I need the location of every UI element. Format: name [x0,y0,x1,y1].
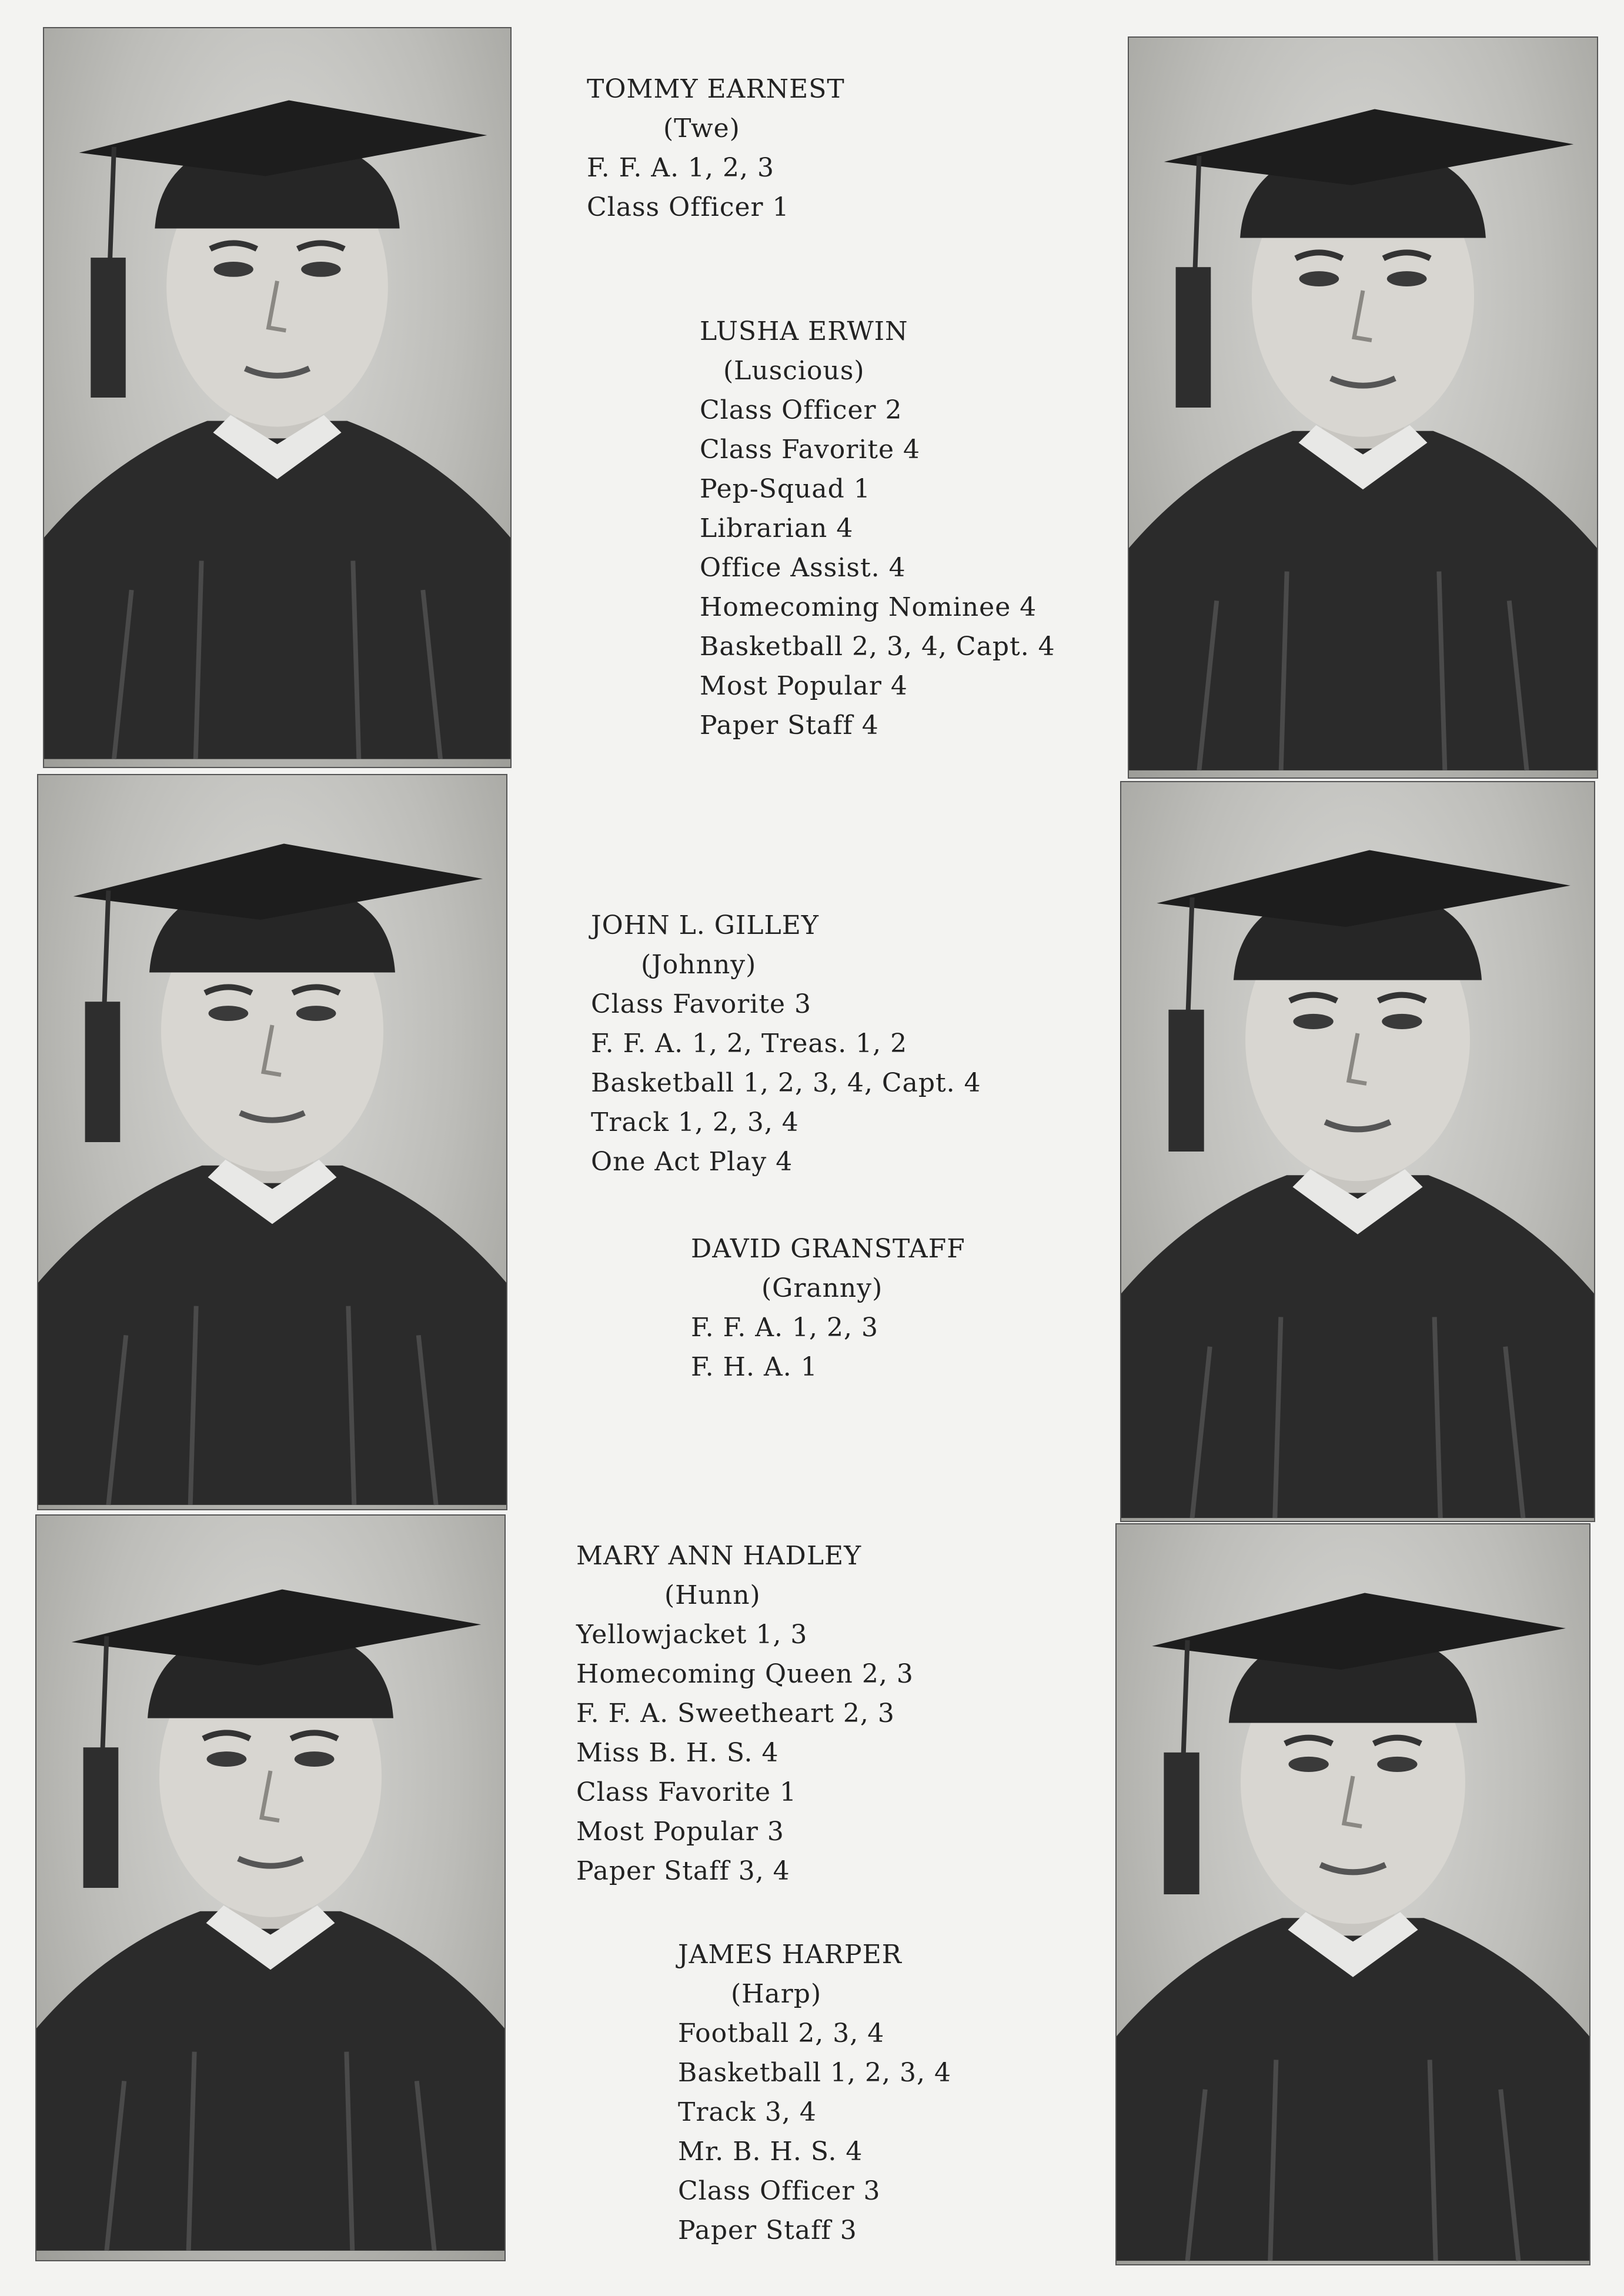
portrait-image [1129,38,1597,777]
student-name: TOMMY EARNEST [587,74,845,104]
student-name: MARY ANN HADLEY [576,1541,862,1571]
student-nickname: (Twe) [663,114,740,144]
activity: Basketball 1, 2, 3, 4, Capt. 4 [591,1068,981,1098]
bio-james-harper [678,1935,951,2250]
activity: Class Officer 2 [700,395,903,425]
activity: F. F. A. 1, 2, Treas. 1, 2 [591,1029,908,1059]
activity: Track 1, 2, 3, 4 [591,1107,799,1137]
activity: Office Assist. 4 [700,553,906,583]
activity: Yellowjacket 1, 3 [576,1620,808,1650]
bio-mary-ann-hadley [576,1536,914,1891]
photo-mary-ann-hadley [35,1514,506,2261]
student-name: JOHN L. GILLEY [591,910,819,940]
activity: Librarian 4 [700,513,854,543]
activity: Class Favorite 4 [700,435,921,465]
portrait-image [1121,782,1594,1521]
activity: Basketball 2, 3, 4, Capt. 4 [700,632,1055,662]
activity: F. F. A. Sweetheart 2, 3 [576,1698,895,1728]
activity: Paper Staff 3, 4 [576,1856,790,1886]
photo-tommy-earnest [43,27,512,768]
bio-tommy-earnest [587,69,845,227]
portrait-image [36,1516,504,2260]
activity: One Act Play 4 [591,1147,793,1177]
student-nickname: (Luscious) [723,356,865,386]
portrait-image [1117,1524,1589,2264]
activity: Class Favorite 1 [576,1777,797,1807]
activity: Most Popular 4 [700,671,908,701]
photo-david-granstaff [1120,781,1595,1522]
activity: Mr. B. H. S. 4 [678,2137,863,2167]
activity: Miss B. H. S. 4 [576,1738,779,1768]
bio-david-granstaff [691,1229,965,1387]
activity: Pep-Squad 1 [700,474,871,504]
activity: Football 2, 3, 4 [678,2018,885,2048]
photo-john-gilley [37,774,507,1510]
photo-james-harper [1115,1523,1590,2265]
student-name: DAVID GRANSTAFF [691,1234,965,1264]
portrait-image [44,28,510,767]
activity: Paper Staff 3 [678,2215,857,2245]
activity: Homecoming Queen 2, 3 [576,1659,914,1689]
activity: Paper Staff 4 [700,710,879,740]
activity: F. F. A. 1, 2, 3 [587,153,774,183]
photo-lusha-erwin [1128,36,1598,779]
activity: Class Officer 1 [587,192,790,222]
activity: Basketball 1, 2, 3, 4 [678,2058,951,2088]
student-name: LUSHA ERWIN [700,316,908,346]
bio-john-gilley [591,906,981,1182]
activity: Class Favorite 3 [591,989,812,1019]
bio-lusha-erwin [700,312,1055,745]
activity: F. H. A. 1 [691,1352,818,1382]
student-name: JAMES HARPER [678,1940,902,1970]
portrait-image [38,775,506,1509]
activity: Homecoming Nominee 4 [700,592,1037,622]
activity: Most Popular 3 [576,1817,784,1847]
student-nickname: (Hunn) [664,1580,761,1610]
activity: Track 3, 4 [678,2097,817,2127]
student-nickname: (Johnny) [641,950,757,980]
activity: F. F. A. 1, 2, 3 [691,1313,878,1343]
activity: Class Officer 3 [678,2176,881,2206]
student-nickname: (Granny) [761,1273,883,1303]
student-nickname: (Harp) [731,1979,822,2009]
